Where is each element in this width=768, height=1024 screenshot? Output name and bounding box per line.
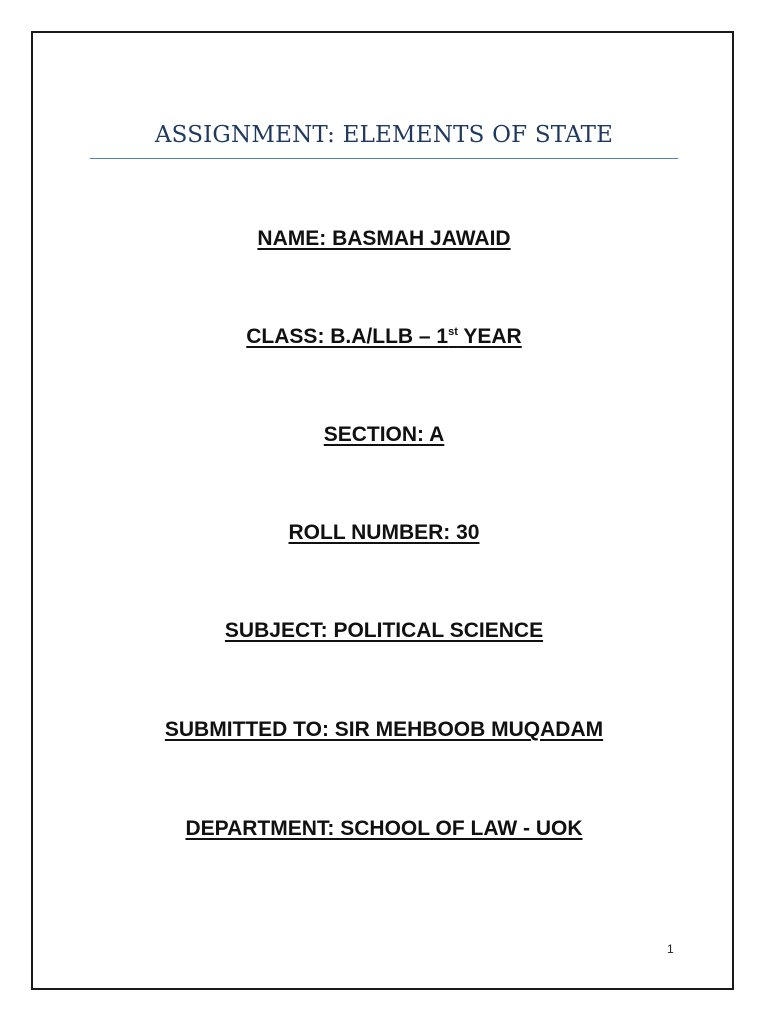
- class-field-year: YEAR: [457, 325, 522, 348]
- title-underline-rule: [90, 158, 678, 159]
- department-field: DEPARTMENT: SCHOOL OF LAW - UOK: [185, 817, 583, 840]
- roll-number-field: ROLL NUMBER: 30: [288, 521, 480, 544]
- class-field-superscript: st: [448, 326, 458, 338]
- class-field: [0, 325, 768, 349]
- page-number: 1: [667, 942, 674, 956]
- document-title: ASSIGNMENT: ELEMENTS OF STATE: [154, 122, 614, 148]
- subject-field: SUBJECT: POLITICAL SCIENCE: [224, 619, 544, 642]
- section-field: SECTION: A: [323, 423, 445, 446]
- name-field: NAME: BASMAH JAWAID: [257, 227, 511, 250]
- class-field-text: CLASS: B.A/LLB – 1: [246, 325, 449, 348]
- page-border: [31, 31, 734, 990]
- submitted-to-field: SUBMITTED TO: SIR MEHBOOB MUQADAM: [164, 718, 604, 741]
